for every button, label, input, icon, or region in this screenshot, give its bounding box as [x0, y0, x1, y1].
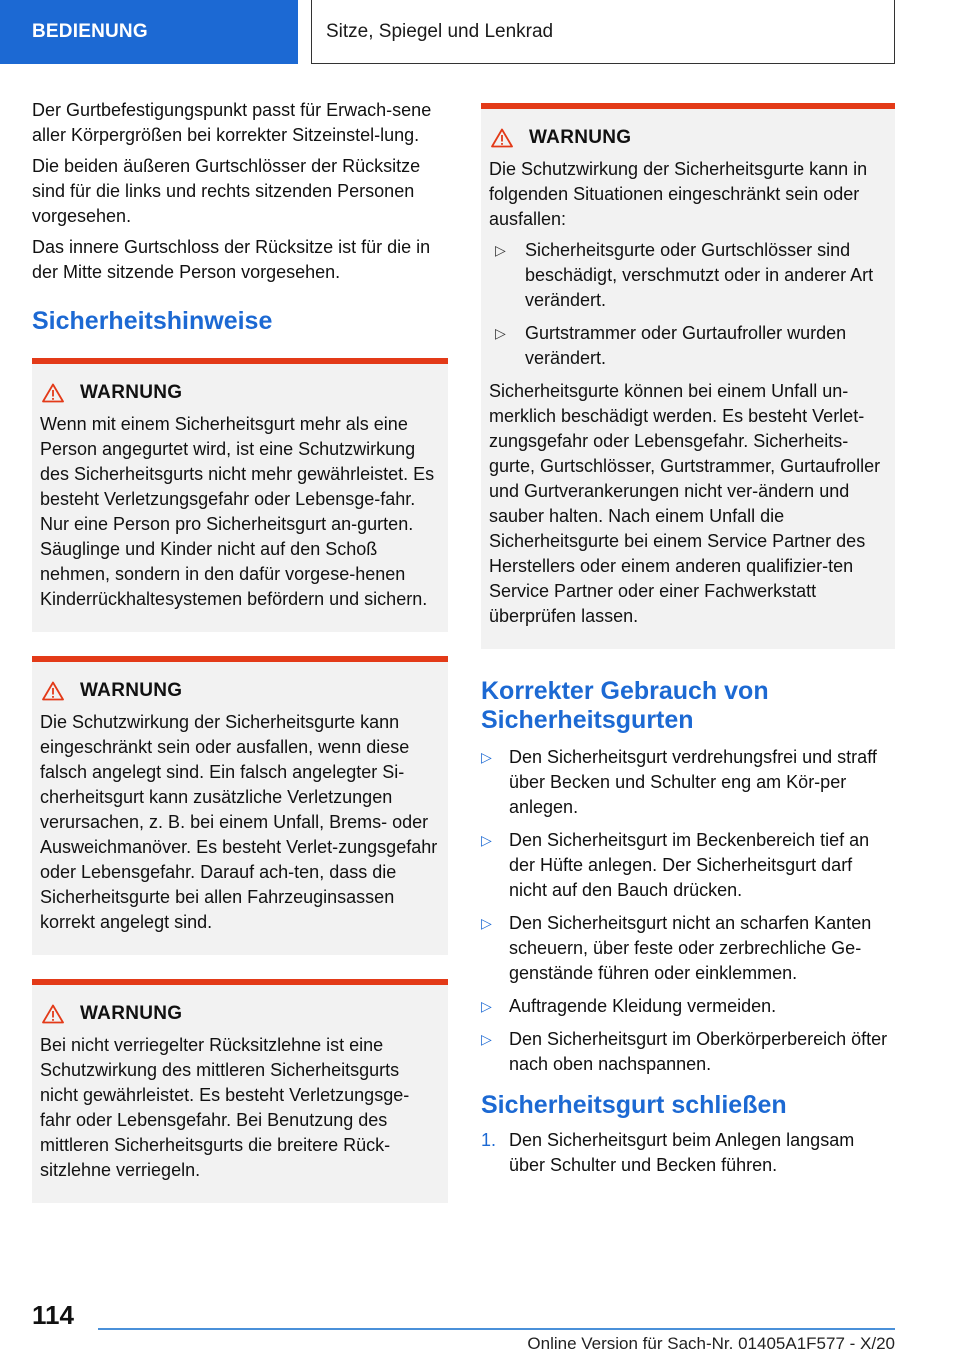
step-item	[481, 1128, 895, 1178]
list-item	[481, 745, 895, 820]
warning-triangle-icon	[42, 1004, 64, 1024]
warning-header	[40, 380, 440, 406]
section-title: BEDIENUNG	[32, 21, 148, 42]
paragraph: Das innere Gurtschloss der Rücksitze ist für die in der Mitte sitzende Person vorgesehen.	[32, 237, 431, 282]
warning-header	[40, 678, 440, 704]
chapter-header	[311, 0, 895, 64]
triangle-right-icon: ▷	[481, 915, 492, 931]
triangle-right-icon: ▷	[481, 998, 492, 1014]
chapter-title: Sitze, Spiegel und Lenkrad	[326, 20, 554, 42]
warning-title: WARNUNG	[80, 680, 183, 701]
list-item-text: Den Sicherheitsgurt im Oberkörperbereich öfter nach oben nachspannen.	[509, 1029, 888, 1074]
steps-list	[481, 1128, 895, 1178]
triangle-right-icon: ▷	[495, 242, 506, 258]
step-number: 1.	[481, 1130, 497, 1150]
right-column	[481, 103, 895, 1186]
warning-outro: Sicherheitsgurte können bei einem Unfall un-merklich beschädigt werden. Es besteht Verlet-zungsgefahr oder Lebensgefahr. Sicherheits-gurte, Gurtschlösser, Gurtstrammer, Gurtaufroller und Gurtverankerungen nicht ver-ändern und sauber halten. Nach einem Unfall die Sicherheitsgurte bei einem Service Partner des Herstellers oder einem anderen qualifizier-ten Service Partner oder einer Fachwerkstatt überprüfen lassen.	[489, 381, 881, 626]
warning-triangle-icon	[491, 128, 513, 148]
list-item-text: Sicherheitsgurte oder Gurtschlösser sind beschädigt, verschmutzt oder in anderer Art verändert.	[525, 240, 874, 310]
warning-title: WARNUNG	[529, 127, 632, 148]
warning-title: WARNUNG	[80, 382, 183, 403]
list-item-text: Auftragende Kleidung vermeiden.	[509, 996, 777, 1016]
paragraph: Der Gurtbefestigungspunkt passt für Erwach-sene aller Körpergrößen bei korrekter Sitzeinstel-lung.	[32, 100, 432, 145]
heading-safety-notes: Sicherheitshinweise	[32, 307, 273, 335]
left-column	[32, 98, 448, 1227]
warning-triangle-icon	[42, 383, 64, 403]
list-item	[481, 1027, 895, 1077]
footer-version-text: Online Version für Sach-Nr. 01405A1F577 - X/20	[527, 1334, 895, 1353]
page-number: 114	[32, 1300, 74, 1330]
triangle-right-icon: ▷	[481, 1031, 492, 1047]
heading-correct-use: Korrekter Gebrauch von Sicherheitsgurten	[481, 677, 769, 734]
warning-header	[489, 125, 887, 151]
list-item-text: Den Sicherheitsgurt verdrehungsfrei und straff über Becken und Schulter eng am Kör-per anlegen.	[509, 747, 877, 817]
warning-box	[32, 656, 448, 955]
warning-triangle-icon	[42, 681, 64, 701]
warning-text: Wenn mit einem Sicherheitsgurt mehr als eine Person angegurtet wird, ist eine Schutzwirkung des Sicherheitsgurts nicht mehr gewährleistet. Es besteht Verletzungsgefahr oder Lebensge-fahr. Nur eine Person pro Sicherheitsgurt an-gurten. Säuglinge und Kinder nicht auf den Schoß nehmen, sondern in den dafür vorgese-henen Kinderrückhaltesystemen befördern und sichern.	[40, 414, 435, 609]
warning-text: Die Schutzwirkung der Sicherheitsgurte kann eingeschränkt sein oder ausfallen, wenn diese falsch angelegt sind. Ein falsch angelegter Si-cherheitsgurt kann zusätzliche Verletzungen verursachen, z. B. bei einem Unfall, Brems- oder Ausweichmanöver. Es besteht Verlet-zungsgefahr oder Lebensgefahr. Darauf ach-ten, dass die Sicherheitsgurte bei allen Fahrzeuginsassen korrekt angelegt sind.	[40, 712, 438, 932]
list-item	[489, 321, 887, 371]
warning-intro: Die Schutzwirkung der Sicherheitsgurte kann in folgenden Situationen eingeschränkt sein oder ausfallen:	[489, 159, 868, 229]
paragraph: Die beiden äußeren Gurtschlösser der Rücksitze sind für die links und rechts sitzenden Personen vorgesehen.	[32, 156, 421, 226]
triangle-right-icon: ▷	[481, 832, 492, 848]
correct-use-list	[481, 745, 895, 1077]
list-item	[481, 911, 895, 986]
list-item	[489, 238, 887, 313]
footer-divider	[98, 1328, 895, 1330]
warning-text: Bei nicht verriegelter Rücksitzlehne ist eine Schutzwirkung des mittleren Sicherheitsgurts nicht gewährleistet. Es besteht Verletzungsge-fahr oder Lebensgefahr. Bei Benutzung des mittleren Sicherheitsgurts die breitere Rück-sitzlehne verriegeln.	[40, 1035, 410, 1180]
step-text: Den Sicherheitsgurt beim Anlegen langsam über Schulter und Becken führen.	[509, 1130, 855, 1175]
warning-box	[481, 103, 895, 649]
list-item-text: Gurtstrammer oder Gurtaufroller wurden verändert.	[525, 323, 847, 368]
warning-bullet-list	[489, 238, 887, 371]
list-item-text: Den Sicherheitsgurt im Beckenbereich tief an der Hüfte anlegen. Der Sicherheitsgurt darf nicht auf den Bauch drücken.	[509, 830, 870, 900]
list-item	[481, 828, 895, 903]
warning-box	[32, 358, 448, 632]
section-tab	[0, 0, 298, 64]
list-item-text: Den Sicherheitsgurt nicht an scharfen Kanten scheuern, über feste oder zerbrechliche Ge-genstände führen oder einklemmen.	[509, 913, 872, 983]
heading-fasten-belt: Sicherheitsgurt schließen	[481, 1091, 787, 1119]
triangle-right-icon: ▷	[495, 325, 506, 341]
warning-header	[40, 1001, 440, 1027]
triangle-right-icon: ▷	[481, 749, 492, 765]
warning-box	[32, 979, 448, 1203]
warning-title: WARNUNG	[80, 1003, 183, 1024]
list-item	[481, 994, 895, 1019]
